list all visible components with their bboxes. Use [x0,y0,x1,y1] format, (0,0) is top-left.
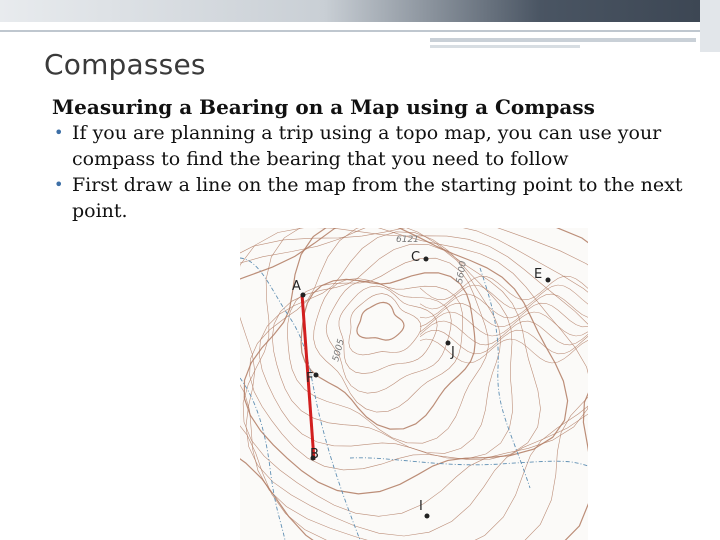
topo-map [240,228,588,540]
bullet-text: First draw a line on the map from the starting point to the next point. [72,174,683,222]
top-decorative-line [0,30,720,32]
point-marker [314,373,319,378]
bullet-item [52,120,692,172]
point-label-b: B [310,447,319,462]
bullet-icon: • [54,123,64,142]
contour-elevation-label: 6121 [396,235,419,245]
point-marker [301,293,306,298]
point-marker [425,514,430,519]
contour-elevation-label: 5600 [455,260,469,285]
bullet-text: If you are planning a trip using a topo map, you can use your compass to find the bearing that you need to follow [72,122,662,170]
point-label-a: A [292,279,301,294]
top-decorative-line [430,38,696,42]
point-marker [446,341,451,346]
slide-title: Compasses [44,48,206,81]
point-label-j: J [451,345,455,360]
bullet-item [52,172,692,224]
bullet-icon: • [54,175,64,194]
top-decorative-line [430,45,580,48]
point-label-c: C [411,250,421,265]
point-marker [424,257,429,262]
contour-elevation-label: 5005 [331,338,347,363]
slide-body [52,94,692,224]
point-marker [546,278,551,283]
point-label-i: I [419,499,423,514]
slide-heading: Measuring a Bearing on a Map using a Compass [52,95,595,119]
top-decorative-block [700,0,720,52]
point-label-f: F [306,371,314,386]
top-decorative-band [0,0,720,22]
point-label-e: E [534,267,543,282]
